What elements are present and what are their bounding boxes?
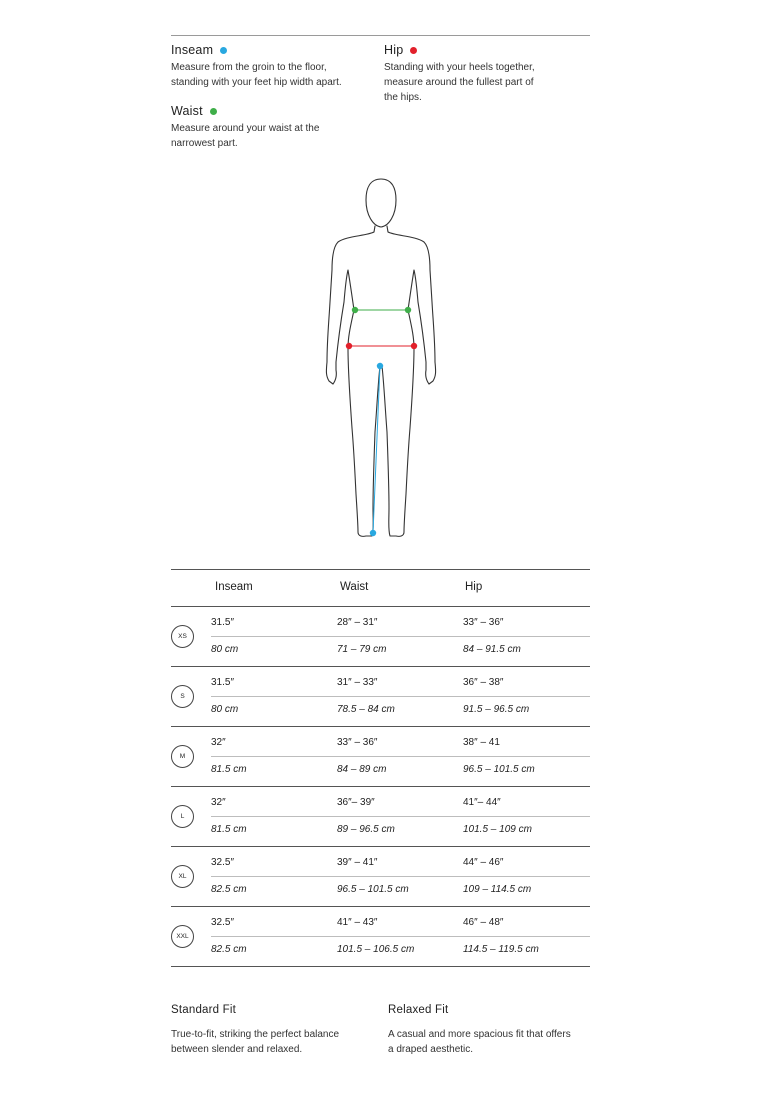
table-row <box>171 667 590 727</box>
waist-inches: 36″– 39″ <box>337 797 375 808</box>
size-badge: XL <box>171 865 194 888</box>
inseam-desc-line: Measure from the groin to the floor, <box>171 62 327 73</box>
inseam-title: Inseam <box>171 43 214 57</box>
figure-leg-right <box>382 348 414 536</box>
hip-desc-line: Standing with your heels together, <box>384 62 535 73</box>
table-row <box>171 607 590 667</box>
hip-dot-icon <box>410 47 417 54</box>
hip-inches: 44″ – 46″ <box>463 857 504 868</box>
header-hip: Hip <box>465 581 483 593</box>
body-figure-illustration <box>300 170 462 545</box>
waist-guide <box>171 104 319 151</box>
standard-fit-desc-line: True-to-fit, striking the perfect balance <box>171 1029 340 1040</box>
inseam-bottom-dot-icon <box>370 530 376 536</box>
relaxed-fit <box>388 1004 571 1057</box>
size-badge: XS <box>171 625 194 648</box>
hip-guide <box>384 43 535 105</box>
inseam-inches: 32.5″ <box>211 857 235 868</box>
row-divider <box>211 816 590 817</box>
waist-cm: 78.5 – 84 cm <box>337 704 395 715</box>
hip-cm: 114.5 – 119.5 cm <box>463 944 539 955</box>
hip-inches: 33″ – 36″ <box>463 617 504 628</box>
table-header <box>171 569 590 607</box>
waist-inches: 41″ – 43″ <box>337 917 378 928</box>
inseam-guide <box>171 43 342 90</box>
waist-cm: 89 – 96.5 cm <box>337 824 395 835</box>
waist-right-dot-icon <box>405 307 411 313</box>
table-row <box>171 787 590 847</box>
waist-cm: 84 – 89 cm <box>337 764 387 775</box>
figure-torso-right <box>387 226 436 384</box>
inseam-cm: 81.5 cm <box>211 764 247 775</box>
row-divider <box>211 636 590 637</box>
inseam-inches: 32.5″ <box>211 917 235 928</box>
row-divider <box>211 696 590 697</box>
table-row <box>171 727 590 787</box>
header-waist: Waist <box>340 581 369 593</box>
inseam-top-dot-icon <box>377 363 383 369</box>
top-divider <box>171 35 590 36</box>
table-row <box>171 847 590 907</box>
header-inseam: Inseam <box>215 581 253 593</box>
inseam-cm: 82.5 cm <box>211 884 247 895</box>
size-badge: S <box>171 685 194 708</box>
waist-dot-icon <box>210 108 217 115</box>
waist-inches: 33″ – 36″ <box>337 737 378 748</box>
inseam-cm: 82.5 cm <box>211 944 247 955</box>
row-divider <box>211 756 590 757</box>
standard-fit <box>171 1004 339 1057</box>
hip-inches: 38″ – 41 <box>463 737 500 748</box>
size-table <box>171 569 590 967</box>
waist-inches: 31″ – 33″ <box>337 677 378 688</box>
standard-fit-title: Standard Fit <box>171 1004 237 1016</box>
relaxed-fit-title: Relaxed Fit <box>388 1004 449 1016</box>
figure-leg-left <box>348 348 380 536</box>
row-divider <box>211 876 590 877</box>
hip-desc-line: measure around the fullest part of <box>384 77 534 88</box>
waist-left-dot-icon <box>352 307 358 313</box>
hip-cm: 109 – 114.5 cm <box>463 884 532 895</box>
figure-head <box>366 179 396 227</box>
row-divider <box>211 936 590 937</box>
hip-cm: 84 – 91.5 cm <box>463 644 521 655</box>
standard-fit-desc-line: between slender and relaxed. <box>171 1044 303 1055</box>
waist-cm: 101.5 – 106.5 cm <box>337 944 415 955</box>
size-badge: L <box>171 805 194 828</box>
inseam-inches: 31.5″ <box>211 677 235 688</box>
table-row <box>171 907 590 967</box>
relaxed-fit-desc-line: a draped aesthetic. <box>388 1044 474 1055</box>
hip-left-dot-icon <box>346 343 352 349</box>
inseam-inches: 32″ <box>211 797 226 808</box>
waist-cm: 71 – 79 cm <box>337 644 387 655</box>
waist-cm: 96.5 – 101.5 cm <box>337 884 409 895</box>
inseam-cm: 81.5 cm <box>211 824 247 835</box>
inseam-dot-icon <box>220 47 227 54</box>
inseam-inches: 31.5″ <box>211 617 235 628</box>
waist-desc-line: Measure around your waist at the <box>171 123 320 134</box>
relaxed-fit-desc-line: A casual and more spacious fit that offers <box>388 1029 571 1040</box>
waist-inches: 39″ – 41″ <box>337 857 378 868</box>
hip-cm: 91.5 – 96.5 cm <box>463 704 530 715</box>
inseam-inches: 32″ <box>211 737 226 748</box>
hip-inches: 41″– 44″ <box>463 797 501 808</box>
waist-inches: 28″ – 31″ <box>337 617 378 628</box>
hip-cm: 96.5 – 101.5 cm <box>463 764 535 775</box>
hip-right-dot-icon <box>411 343 417 349</box>
hip-inches: 46″ – 48″ <box>463 917 504 928</box>
waist-title: Waist <box>171 104 203 118</box>
size-badge: XXL <box>171 925 194 948</box>
hip-cm: 101.5 – 109 cm <box>463 824 532 835</box>
figure-torso-left <box>326 226 375 384</box>
hip-inches: 36″ – 38″ <box>463 677 504 688</box>
size-badge: M <box>171 745 194 768</box>
inseam-cm: 80 cm <box>211 644 239 655</box>
inseam-cm: 80 cm <box>211 704 239 715</box>
hip-title: Hip <box>384 43 404 57</box>
waist-desc-line: narrowest part. <box>171 138 238 149</box>
inseam-desc-line: standing with your feet hip width apart. <box>171 77 342 88</box>
hip-desc-line: the hips. <box>384 92 422 103</box>
